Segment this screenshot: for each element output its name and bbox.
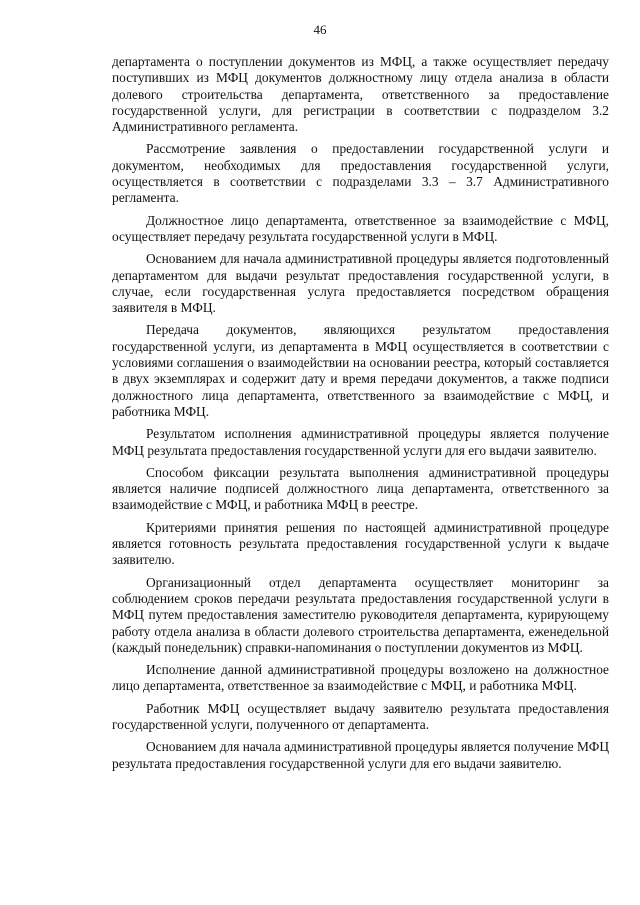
paragraph: Рассмотрение заявления о предоставлении государственной услуги и документом, необходимых для предоставления государственной услуги, осуществляется в соответствии с подразделами 3.3 – 3.7 Административного регламента. bbox=[112, 141, 609, 206]
paragraph: департамента о поступлении документов из МФЦ, а также осуществляет передачу поступивших из МФЦ документов должностному лицу отдела анализа в области долевого строительства департамента, ответственного за предоставление государственной услуги, для регистрации в соответствии с подразделом 3.2 Административного регламента. bbox=[112, 54, 609, 135]
paragraph: Должностное лицо департамента, ответственное за взаимодействие с МФЦ, осуществляет передачу результата государственной услуги в МФЦ. bbox=[112, 212, 609, 244]
paragraph: Основанием для начала административной процедуры является подготовленный департаментом для выдачи результат предоставления государственной услуги, в случае, если государственная услуга предоставляется посредством обращения заявителя в МФЦ. bbox=[112, 251, 609, 316]
paragraph: Результатом исполнения административной процедуры является получение МФЦ результата предоставления государственной услуги для его выдачи заявителю. bbox=[112, 426, 609, 458]
paragraph: Работник МФЦ осуществляет выдачу заявителю результата предоставления государственной услуги, полученного от департамента. bbox=[112, 700, 609, 732]
paragraph: Исполнение данной административной процедуры возложено на должностное лицо департамента, ответственное за взаимодействие с МФЦ, и работника МФЦ. bbox=[112, 662, 609, 694]
document-body bbox=[112, 54, 609, 778]
paragraph: Способом фиксации результата выполнения административной процедуры является наличие подписей должностного лица департамента, ответственного за взаимодействие с МФЦ, и работника МФЦ в реестре. bbox=[112, 464, 609, 513]
paragraph: Передача документов, являющихся результатом предоставления государственной услуги, из департамента в МФЦ осуществляется в соответствии с условиями соглашения о взаимодействии на основании реестра, который составляется в двух экземплярах и содержит дату и время передачи документов, а также подписи должностного лица департамента, ответственного за взаимодействие с МФЦ, и работника МФЦ. bbox=[112, 322, 609, 419]
paragraph: Основанием для начала административной процедуры является получение МФЦ результата предоставления государственной услуги для его выдачи заявителю. bbox=[112, 739, 609, 771]
page-number: 46 bbox=[313, 22, 327, 37]
paragraph: Организационный отдел департамента осуществляет мониторинг за соблюдением сроков передачи результата предоставления государственной услуги в МФЦ путем предоставления заместителю руководителя департамента, курирующему работу отдела анализа в области долевого строительства департамента, еженедельной (каждый понедельник) справки-напоминания о поступлении документов из МФЦ. bbox=[112, 574, 609, 655]
paragraph: Критериями принятия решения по настоящей административной процедуре является готовность результата предоставления государственной услуги к выдаче заявителю. bbox=[112, 519, 609, 568]
